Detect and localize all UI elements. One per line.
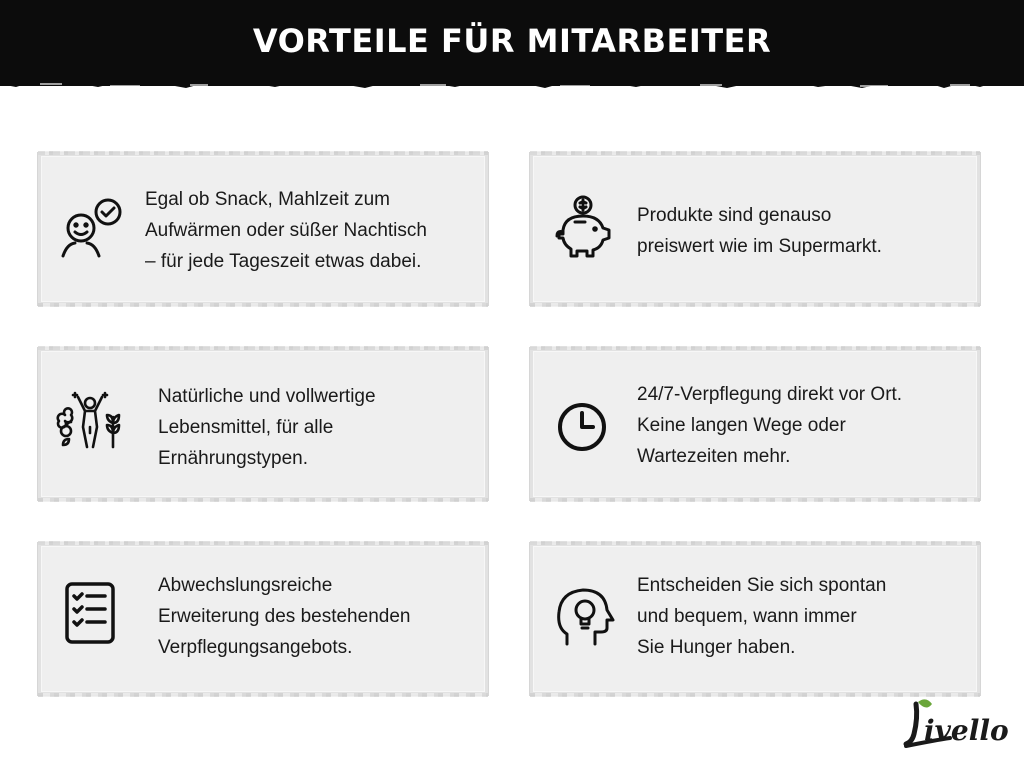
benefit-text-line: Egal ob Snack, Mahlzeit zum	[145, 189, 391, 210]
benefit-card-spontaneous	[530, 543, 980, 695]
benefit-text-line: und bequem, wann immer	[637, 606, 857, 627]
benefit-text-line: Natürliche und vollwertige	[158, 386, 376, 407]
benefit-text-line: preiswert wie im Supermarkt.	[637, 236, 882, 257]
benefit-card-natural	[38, 348, 488, 500]
benefit-card-snacks	[38, 153, 488, 305]
livello-logo	[900, 696, 1010, 754]
svg-text:ivello: ivello	[924, 714, 1009, 747]
benefit-text	[637, 570, 886, 663]
benefit-text	[158, 381, 376, 474]
benefit-text-line: Lebensmittel, für alle	[158, 417, 334, 438]
benefit-text-line: – für jede Tageszeit etwas dabei.	[145, 251, 422, 272]
benefit-card-price	[530, 153, 980, 305]
benefit-text-line: 24/7-Verpflegung direkt vor Ort.	[637, 384, 903, 405]
benefit-card-24-7	[530, 348, 980, 500]
healthy-person-plants-icon	[55, 389, 125, 459]
benefit-text	[145, 184, 427, 277]
benefit-text-line: Entscheiden Sie sich spontan	[637, 575, 887, 596]
header-torn-edge	[0, 70, 1024, 96]
checklist-icon	[55, 578, 125, 648]
benefit-text-line: Sie Hunger haben.	[637, 637, 796, 658]
benefit-text	[637, 200, 882, 262]
page-title: VORTEILE FÜR MITARBEITER	[252, 22, 772, 60]
benefit-text-line: Keine langen Wege oder	[637, 415, 846, 436]
head-lightbulb-icon	[547, 582, 617, 652]
benefit-text-line: Wartezeiten mehr.	[637, 446, 791, 467]
benefit-text-line: Ernährungstypen.	[158, 448, 308, 469]
benefit-text-line: Produkte sind genauso	[637, 205, 832, 226]
benefit-text-line: Abwechslungsreiche	[158, 575, 333, 596]
benefit-card-variety	[38, 543, 488, 695]
clock-icon	[547, 389, 617, 459]
happy-face-check-icon	[55, 194, 125, 264]
benefit-text-line: Verpflegungsangebots.	[158, 637, 353, 658]
piggy-bank-icon	[547, 194, 617, 264]
benefit-text-line: Aufwärmen oder süßer Nachtisch	[145, 220, 427, 241]
benefit-text	[158, 570, 410, 663]
benefit-text	[637, 379, 902, 472]
benefit-text-line: Erweiterung des bestehenden	[158, 606, 411, 627]
